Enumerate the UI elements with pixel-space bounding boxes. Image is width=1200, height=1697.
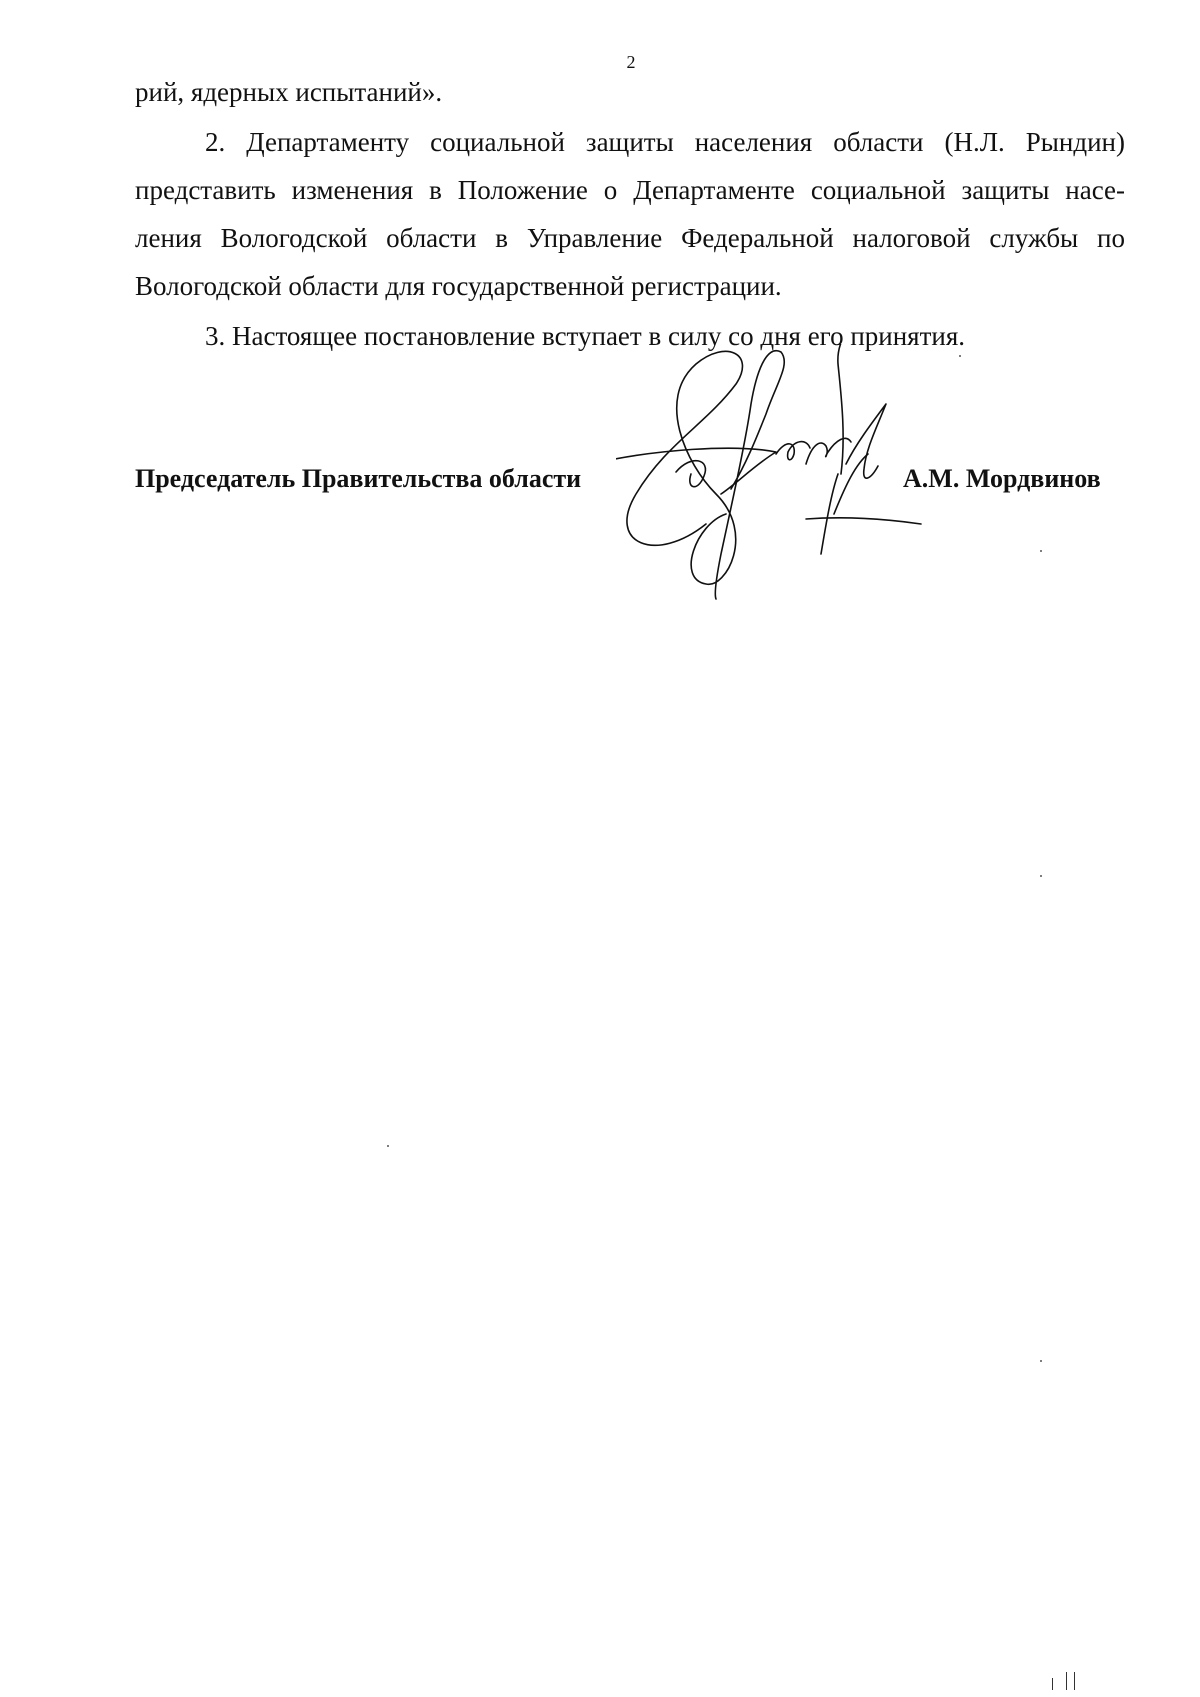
handwritten-signature: [616, 344, 926, 604]
scan-speck: [1040, 550, 1042, 552]
paragraph-item2-line3: ления Вологодской области в Управление Федеральной налоговой службы по: [135, 223, 1125, 253]
scan-speck: [387, 1145, 389, 1147]
paragraph-item2-line2: представить изменения в Положение о Департаменте социальной защиты насе-: [135, 175, 1125, 205]
scan-mark: [1066, 1672, 1067, 1690]
page-number: 2: [626, 52, 636, 72]
paragraph-continuation: рий, ядерных испытаний».: [135, 77, 443, 107]
scan-speck: [959, 355, 961, 357]
scan-speck: [1040, 875, 1042, 877]
paragraph-item2-line1: 2. Департаменту социальной защиты населения области (Н.Л. Рындин): [205, 127, 1125, 157]
signatory-name: А.М. Мордвинов: [903, 464, 1101, 493]
scan-speck: [1040, 1360, 1042, 1362]
scan-mark: [1074, 1672, 1075, 1690]
paragraph-item3: 3. Настоящее постановление вступает в силу со дня его принятия.: [205, 321, 966, 351]
scan-mark: [1052, 1678, 1053, 1690]
paragraph-item2-line4: Вологодской области для государственной регистрации.: [135, 271, 782, 301]
signatory-position: Председатель Правительства области: [135, 464, 582, 493]
